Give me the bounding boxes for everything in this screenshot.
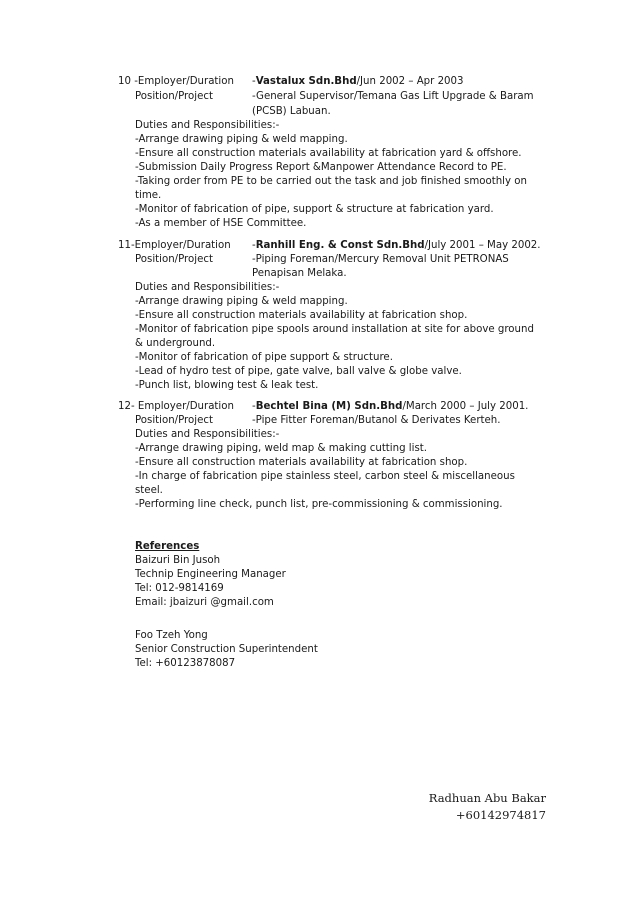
duty-item: steel. — [135, 485, 163, 496]
position-line: (PCSB) Labuan. — [252, 106, 331, 117]
duty-item: -Submission Daily Progress Report &Manpower Attendance Record to PE. — [135, 162, 507, 173]
reference-title: Technip Engineering Manager — [135, 569, 286, 580]
duration: /July 2001 – May 2002. — [424, 240, 541, 251]
duty-item: -Monitor of fabrication of pipe support & structure. — [135, 352, 393, 363]
references-heading: References — [135, 541, 200, 552]
duties-heading: Duties and Responsibilities:- — [135, 282, 280, 293]
reference-phone: Tel: +60123878087 — [135, 658, 236, 669]
duty-item: & underground. — [135, 338, 216, 349]
employer-name: Ranhill Eng. & Const Sdn.Bhd — [255, 240, 425, 251]
duties-heading: Duties and Responsibilities:- — [135, 429, 280, 440]
employer-label: -Employer/Duration — [130, 240, 231, 251]
position-label: Position/Project — [135, 415, 213, 426]
employer-value: -Bechtel Bina (M) Sdn.Bhd/March 2000 – July 2001. — [252, 401, 529, 412]
duration: /March 2000 – July 2001. — [402, 401, 529, 412]
reference-email: Email: jbaizuri @gmail.com — [135, 597, 274, 608]
signature-name: Radhuan Abu Bakar — [428, 791, 546, 805]
position-line: Penapisan Melaka. — [252, 268, 347, 279]
entry-number: 12- — [118, 401, 135, 412]
employer-value: -Vastalux Sdn.Bhd/Jun 2002 – Apr 2003 — [252, 76, 464, 87]
duty-item: -In charge of fabrication pipe stainless steel, carbon steel & miscellaneous — [135, 471, 515, 482]
duty-item: -Monitor of fabrication pipe spools around installation at site for above ground — [135, 324, 534, 335]
duty-item: -As a member of HSE Committee. — [135, 218, 307, 229]
duty-item: -Arrange drawing piping & weld mapping. — [135, 296, 348, 307]
employer-name: Vastalux Sdn.Bhd — [255, 76, 357, 87]
reference-name: Baizuri Bin Jusoh — [135, 555, 221, 566]
duty-item: -Ensure all construction materials availability at fabrication shop. — [135, 457, 468, 468]
reference-title: Senior Construction Superintendent — [135, 644, 318, 655]
duration: /Jun 2002 – Apr 2003 — [356, 76, 464, 87]
signature-phone: +60142974817 — [455, 808, 546, 822]
position-label: Position/Project — [135, 254, 213, 265]
duty-item: -Ensure all construction materials availability at fabrication yard & offshore. — [135, 148, 522, 159]
duty-item: -Performing line check, punch list, pre-commissioning & commissioning. — [135, 499, 503, 510]
entry-number: 10 — [118, 76, 131, 87]
reference-name: Foo Tzeh Yong — [135, 630, 208, 641]
employer-label: -Employer/Duration — [134, 76, 234, 87]
duty-item: -Punch list, blowing test & leak test. — [135, 380, 319, 391]
duty-item: -Arrange drawing piping & weld mapping. — [135, 134, 348, 145]
duty-item: -Taking order from PE to be carried out the task and job finished smoothly on — [135, 176, 527, 187]
duty-item: time. — [135, 190, 162, 201]
position-line: -Pipe Fitter Foreman/Butanol & Derivates Kerteh. — [252, 415, 501, 426]
duty-item: -Ensure all construction materials availability at fabrication shop. — [135, 310, 468, 321]
position-line: -General Supervisor/Temana Gas Lift Upgrade & Baram — [252, 91, 534, 102]
position-line: -Piping Foreman/Mercury Removal Unit PETRONAS — [252, 254, 509, 265]
duty-item: -Monitor of fabrication of pipe, support & structure at fabrication yard. — [135, 204, 494, 215]
duty-item: -Arrange drawing piping, weld map & making cutting list. — [135, 443, 427, 454]
position-label: Position/Project — [135, 91, 213, 102]
reference-phone: Tel: 012-9814169 — [135, 583, 224, 594]
entry-number: 11 — [118, 240, 131, 251]
employer-label: Employer/Duration — [137, 401, 234, 412]
employer-value: -Ranhill Eng. & Const Sdn.Bhd/July 2001 – May 2002. — [252, 240, 541, 251]
employer-name: Bechtel Bina (M) Sdn.Bhd — [255, 401, 403, 412]
duties-heading: Duties and Responsibilities:- — [135, 120, 280, 131]
duty-item: -Lead of hydro test of pipe, gate valve, ball valve & globe valve. — [135, 366, 462, 377]
